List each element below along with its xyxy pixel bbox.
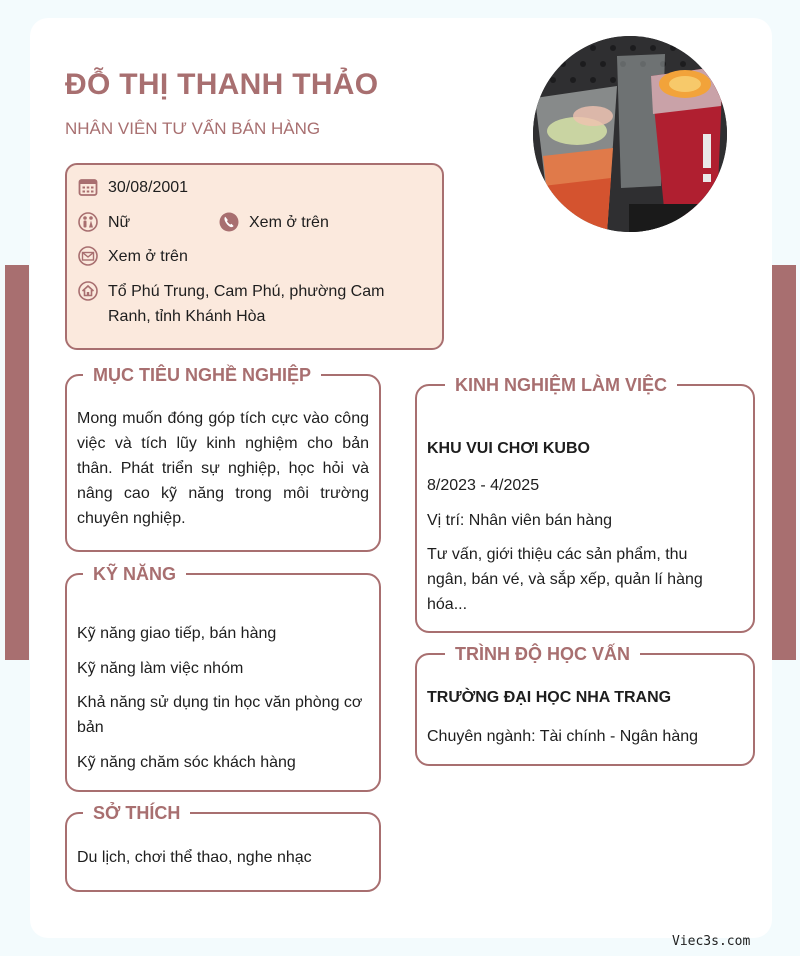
objective-title: MỤC TIÊU NGHỀ NGHIỆP: [83, 364, 321, 386]
education-major: Chuyên ngành: Tài chính - Ngân hàng: [427, 728, 699, 745]
experience-period: 8/2023 - 4/2025: [427, 477, 540, 494]
watermark-text: Viec3s.com: [672, 934, 751, 949]
home-icon: [78, 281, 98, 301]
skills-title: KỸ NĂNG: [83, 563, 186, 585]
gender-value: Nữ: [108, 214, 131, 231]
left-accent-bar: [5, 265, 29, 660]
skill-item-3: Khả năng sử dụng tin học văn phòng cơ bản: [77, 694, 363, 736]
candidate-name: ĐỖ THỊ THANH THẢO: [65, 68, 379, 101]
phone-value: Xem ở trên: [249, 214, 329, 231]
skill-item-1: Kỹ năng giao tiếp, bán hàng: [77, 625, 277, 642]
envelope-icon: [78, 246, 98, 266]
experience-position: Vị trí: Nhân viên bán hàng: [427, 512, 613, 529]
address-line-1: Tổ Phú Trung, Cam Phú, phường Cam: [108, 283, 385, 300]
experience-title: KINH NGHIỆM LÀM VIỆC: [445, 374, 677, 396]
experience-company: KHU VUI CHƠI KUBO: [427, 440, 590, 457]
experience-description: Tư vấn, giới thiệu các sản phẩm, thu ngân, bán vé, và sắp xếp, quản lí hàng hóa...: [427, 546, 703, 613]
phone-icon: [219, 212, 239, 232]
education-school: TRƯỜNG ĐẠI HỌC NHA TRANG: [427, 689, 672, 706]
address-row: [78, 279, 384, 329]
email-value: Xem ở trên: [108, 248, 188, 265]
right-accent-bar: [772, 265, 796, 660]
hobbies-title: SỞ THÍCH: [83, 802, 190, 824]
email-row: [78, 244, 188, 269]
phone-row: [219, 210, 329, 235]
address-line-2: Ranh, tỉnh Khánh Hòa: [108, 308, 266, 325]
objective-text: Mong muốn đóng góp tích cực vào công việc và tích lũy kinh nghiệm cho bản thân. Phát triển sự nghiệp, học hỏi và nâng cao kỹ năng trong môi trường chuyên nghiệp.: [77, 410, 369, 527]
birthday-value: 30/08/2001: [108, 179, 189, 196]
profile-photo: [533, 36, 727, 232]
hobbies-text: Du lịch, chơi thể thao, nghe nhạc: [77, 849, 312, 866]
gender-row: [78, 210, 130, 235]
education-title: TRÌNH ĐỘ HỌC VẤN: [445, 643, 640, 665]
calendar-icon: [78, 177, 98, 197]
birthday-row: [78, 175, 188, 200]
candidate-role: NHÂN VIÊN TƯ VẤN BÁN HÀNG: [65, 119, 321, 138]
skill-item-2: Kỹ năng làm việc nhóm: [77, 660, 244, 677]
gender-icon: [78, 212, 98, 232]
skill-item-4: Kỹ năng chăm sóc khách hàng: [77, 754, 296, 771]
